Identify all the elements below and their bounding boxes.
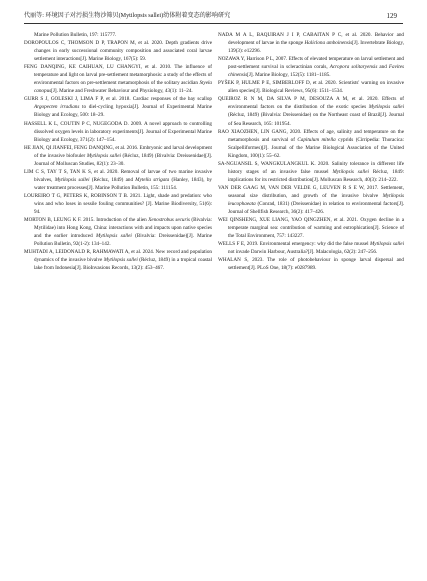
reference-entry: HE JIAN, QI JIANFEI, FENG DANQING, et al. 2016. Embryonic and larval development of the invasive biofouler Mytilopsis sallei (Récluz, 1849) (Bivalvia: Dreissenidae)[J]. Journal of Molluscan Studies, 82(1): 23–30.: [24, 144, 212, 167]
page-number: 129: [386, 12, 397, 20]
reference-entry: WEI QINSHENG, XUE LIANG, YAO QINGZHEN, et al. 2021. Oxygen decline in a temperate marginal sea: contribution of warming and eutrophication[J]. Science of the Total Environment, 757: 143227.: [218, 217, 404, 240]
running-title: 代丽等: 环境因子对污损生物沙筛贝(Mytilopsis sallei)幼体附着变态的影响研究: [24, 13, 231, 19]
reference-entry: RAO XIAOZHEN, LIN GANG, 2020. Effects of age, salinity and temperature on the metamorphosis and survival of Capitulum mitella cyprids (Cirripedia: Thoracica: Scalpelliformes)[J]. Journal of the Marine Biological Association of the United Kingdom, 100(1): 55–62.: [218, 128, 404, 159]
reference-entry: FENG DANQING, KE CAIHUAN, LU CHANGYI, et al. 2010. The influence of temperature and light on larval pre-settlement metamorphosis: a study of the effects of environmental factors on pre-settlement metamorphosis of the solitary ascidian Styela canopus[J]. Marine and Freshwater Behaviour and Physiology, 43(1): 11–24.: [24, 64, 212, 95]
reference-entry: WHALAN S, 2023. The role of photobehaviour in sponge larval dispersal and settlement[J]. PLoS One, 18(7): e0287989.: [218, 257, 404, 272]
reference-entry: MUHTADI A, LEIDONALD R, RAHMAWATI A, et al. 2024. New record and population dynamics of the invasive bivalve Mytilopsis sallei (Récluz, 1849) in a tropical coastal lake from Indonesia[J]. BioInvasions Records, 13(2): 453–467.: [24, 249, 213, 272]
reference-entry: NOZAWA Y, Harrison P L, 2007. Effects of elevated temperature on larval settlement and post-settlement survival in scleractinian corals, Acropora solitaryensis and Favites chinensis[J]. Marine Biology, 152(5): 1181–1185.: [218, 56, 404, 79]
reference-entry: NADA M A L, BAQUIRAN J I P, CABAITAN P C, et al. 2020. Behavior and development of larvae in the sponge Haliclona amboinensis[J]. Invertebrate Biology, 139(3): e12296.: [218, 32, 404, 55]
reference-entry: LOUREIRO T G, PETERS K, ROBINSON T B. 2021. Light, shade and predation: who wins and who loses in sessile fouling communities? [J]. Marine Biodiversity, 51(6): 94.: [24, 192, 212, 216]
reference-entry: GURR S J, GOLESKI J, LIMA F P, et al. 2018. Cardiac responses of the bay scallop Argopecten irradians to diel-cycling hypoxia[J]. Journal of Experimental Marine Biology and Ecology, 500: 18–29.: [24, 96, 212, 119]
reference-entry: WELLS F E, 2019. Environmental emergency: why did the false mussel Mytilopsis sallei not invade Darwin Harbour, Australia?[J]. Malacologia, 62(2): 247–256.: [218, 241, 404, 256]
reference-entry: Marine Pollution Bulletin, 197: 115777.: [34, 32, 117, 38]
reference-entry: DOROPOULOS C, THOMSON D P, TRAPON M, et al. 2020. Depth gradients drive changes in early successional community composition and associated coral larvae settlement interactions[J]. Marine Biology, 167(5): 59.: [24, 40, 212, 63]
reference-entry: LIM C S, TAY T S, TAN K S, et al. 2020. Removal of larvae of two marine invasive bivalves, Mytilopsis sallei (Récluz, 1849) and Mytella strigata (Hanley, 1843), by water treatment processes[J]. Marine Pollution Bulletin, 155: 111154.: [24, 168, 212, 191]
reference-entry: SA-NGUANSIL S, WANGKULANGKUL K. 2020. Salinity tolerance in different life history stages of an invasive false mussel Mytilopsis sallei Récluz, 1849: implications for its restricted distribution[J]. Molluscan Research, 40(3): 214–222.: [218, 160, 405, 183]
reference-entry: VAN DER GAAG M, VAN DER VELDE G, LEUVEN R S E W, 2017. Settlement, seasonal size distribution, and growth of the invasive bivalve Mytilopsis leucophaeata (Conrad, 1831) (Dreissenidae) in relation to environmental factors[J]. Journal of Shellfish Research, 36(2): 417–426.: [218, 184, 404, 216]
running-header: [24, 9, 403, 24]
reference-entry: MORTON B, LEUNG K F. 2015. Introduction of the alien Xenostrobus securis (Bivalvia: Mytilidae) into Hong Kong, China: interactions with and impacts upon native species and the earlier introduced Mytilopsis sallei (Bivalvia: Dreissenidae)[J]. Marine Pollution Bulletin, 92(1-2): 134–142.: [24, 217, 212, 248]
reference-entry: HASSELL K L, COUTIN P C, NUGEGODA D. 2009. A novel approach to controlling dissolved oxygen levels in laboratory experiments[J]. Journal of Experimental Marine Biology and Ecology, 371(2): 147–154.: [24, 120, 212, 143]
references-right-column: [218, 31, 404, 272]
references-left-column: [24, 31, 212, 272]
reference-entry: QUEIROZ R N M, DA SILVA P M, DESOUZA A M, et al. 2020. Effects of environmental factors on the distribution of the exotic species Mytilopsis sallei (Récluz, 1849) (Bivalvia: Dreissenidae) on the Northeast coast of Brazil[J]. Journal of Sea Research, 165: 101954.: [218, 96, 405, 127]
reference-entry: PYŠEK P, HULME P E, SIMBERLOFF D, et al. 2020. Scientists' warning on invasive alien species[J]. Biological Reviews, 95(6): 1511–1534.: [218, 80, 404, 95]
